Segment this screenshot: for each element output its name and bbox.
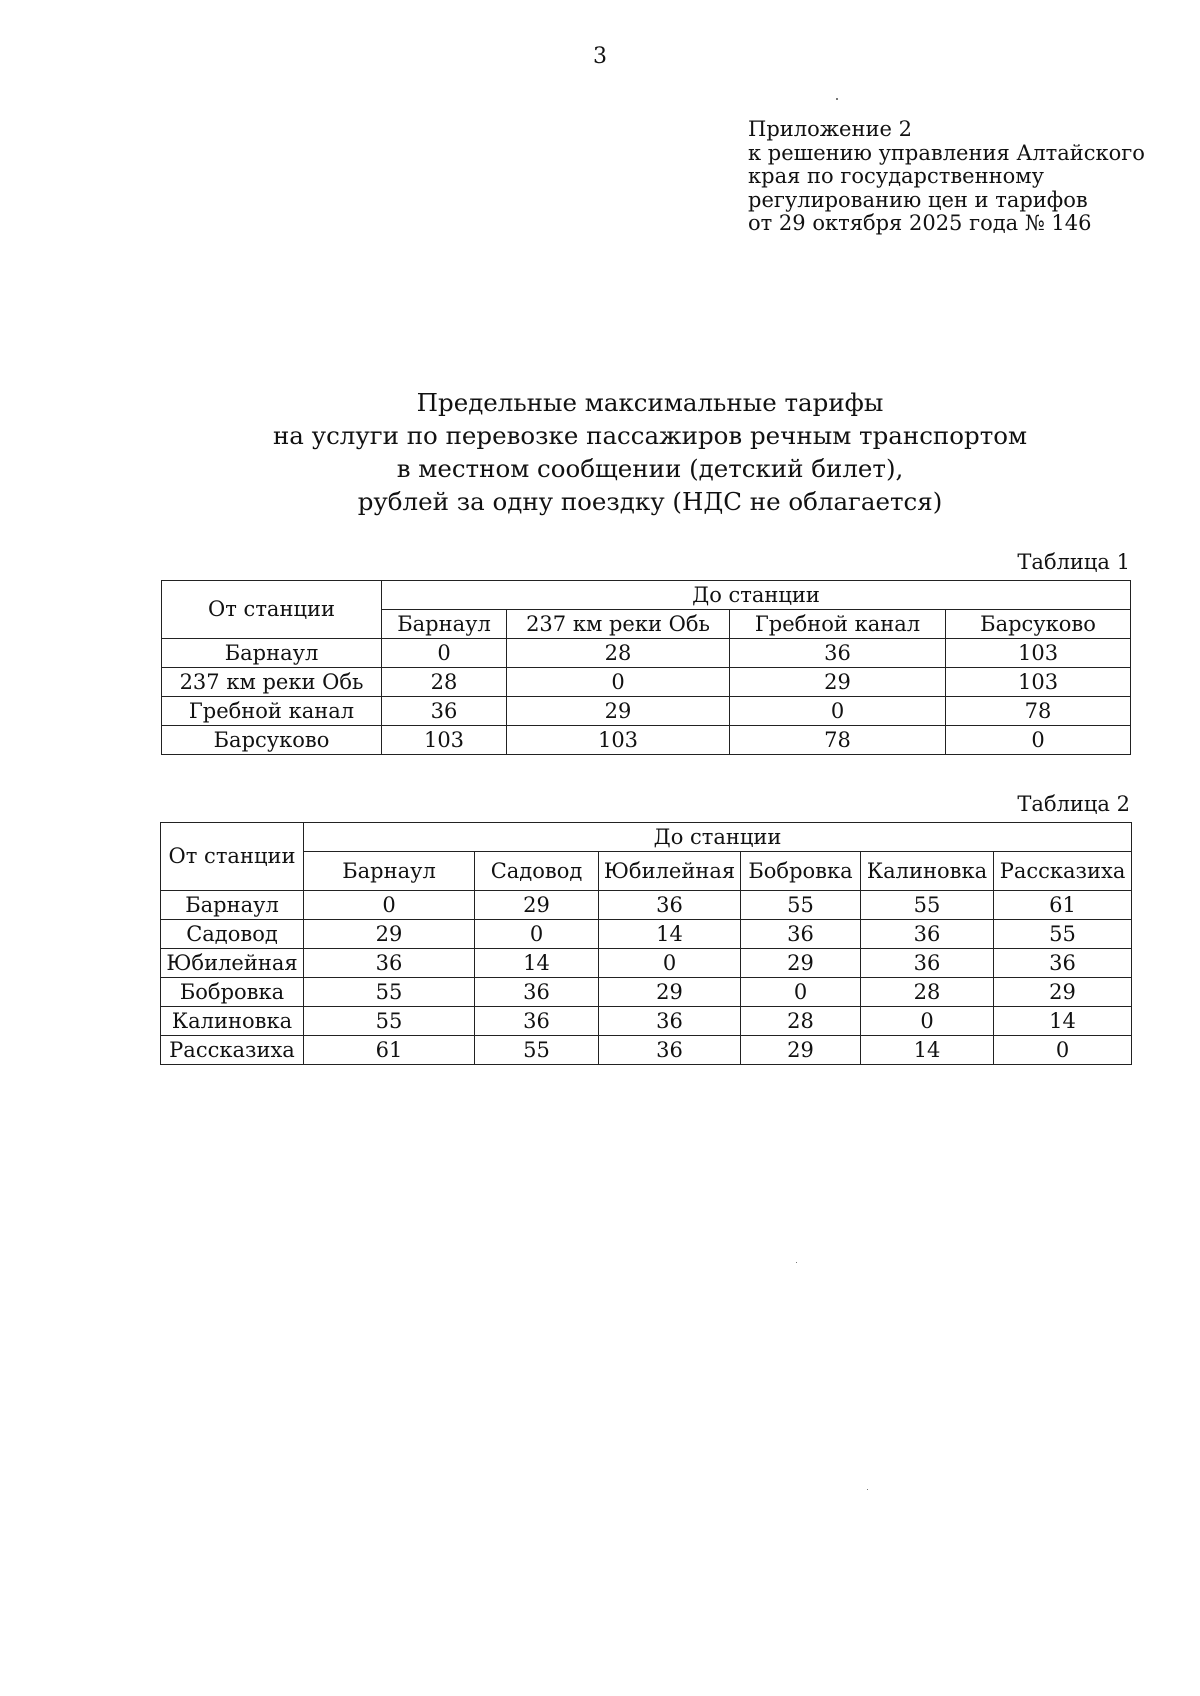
tariff-cell: 14 [994,1007,1132,1036]
to-station-header: До станции [304,823,1132,852]
scan-speck [796,1262,797,1263]
tariff-cell: 0 [741,978,861,1007]
appendix-line: к решению управления Алтайского [748,140,1145,165]
tariff-cell: 29 [475,891,599,920]
appendix-line: Приложение 2 [748,117,912,141]
tariff-cell: 103 [382,726,507,755]
tariff-cell: 29 [507,697,730,726]
document-title [0,386,1200,518]
tariff-cell: 61 [994,891,1132,920]
tariff-cell: 0 [304,891,475,920]
tariff-cell: 78 [946,697,1131,726]
tariff-cell: 55 [861,891,994,920]
tariff-cell: 36 [599,1036,741,1065]
tariff-cell: 29 [741,949,861,978]
tariff-cell: 29 [994,978,1132,1007]
tariff-cell: 29 [741,1036,861,1065]
row-station: Калиновка [161,1007,304,1036]
tariff-cell: 36 [304,949,475,978]
title-line: рублей за одну поездку (НДС не облагается) [357,487,943,516]
appendix-line: края по государственному [748,164,1044,188]
tariff-cell: 29 [599,978,741,1007]
column-header: 237 км реки Обь [507,610,730,639]
from-station-header: От станции [162,581,382,639]
tariff-cell: 0 [946,726,1131,755]
tariff-cell: 36 [475,1007,599,1036]
tariff-cell: 28 [741,1007,861,1036]
row-station: Барнаул [162,639,382,668]
table-row [161,1007,1132,1036]
tariff-cell: 61 [304,1036,475,1065]
tariff-cell: 55 [304,1007,475,1036]
column-header: Садовод [475,852,599,891]
tariff-cell: 78 [730,726,946,755]
title-line: в местном сообщении (детский билет), [396,454,904,483]
table-row [161,920,1132,949]
tariff-cell: 0 [730,697,946,726]
table-row [162,726,1131,755]
table-row [161,949,1132,978]
table1-caption: Таблица 1 [1017,550,1130,574]
scan-speck [867,1489,868,1490]
tariff-cell: 36 [741,920,861,949]
appendix-block [748,118,1145,236]
tariff-cell: 55 [304,978,475,1007]
title-line: на услуги по перевозке пассажиров речным транспортом [272,421,1028,450]
scan-speck [836,98,838,100]
tariff-cell: 36 [599,1007,741,1036]
row-station: Барнаул [161,891,304,920]
tariff-cell: 36 [994,949,1132,978]
tariff-cell: 0 [475,920,599,949]
table-row [161,978,1132,1007]
column-header: Гребной канал [730,610,946,639]
row-station: Рассказиха [161,1036,304,1065]
tariff-cell: 14 [475,949,599,978]
column-header: Рассказиха [994,852,1132,891]
tariff-cell: 55 [741,891,861,920]
appendix-line: от 29 октября 2025 года № 146 [748,211,1092,235]
row-station: Гребной канал [162,697,382,726]
row-station: Бобровка [161,978,304,1007]
tariff-cell: 0 [861,1007,994,1036]
tariff-cell: 103 [946,668,1131,697]
column-header: Барсуково [946,610,1131,639]
table-row [162,639,1131,668]
tariff-cell: 55 [994,920,1132,949]
tariff-cell: 36 [599,891,741,920]
tariff-cell: 29 [304,920,475,949]
tariff-cell: 0 [507,668,730,697]
tariff-cell: 103 [507,726,730,755]
row-station: Юбилейная [161,949,304,978]
tariff-cell: 36 [861,920,994,949]
tariff-cell: 0 [599,949,741,978]
column-header: Бобровка [741,852,861,891]
tariff-cell: 28 [507,639,730,668]
from-station-header: От станции [161,823,304,891]
table2-caption: Таблица 2 [1017,792,1130,816]
column-header: Юбилейная [599,852,741,891]
tariff-cell: 103 [946,639,1131,668]
table-row [161,1036,1132,1065]
tariff-table-1 [161,580,1131,755]
tariff-cell: 36 [382,697,507,726]
table-row [162,697,1131,726]
tariff-table-2 [160,822,1132,1065]
page-number: 3 [593,44,607,69]
tariff-cell: 0 [382,639,507,668]
tariff-cell: 36 [861,949,994,978]
table-row [161,891,1132,920]
to-station-header: До станции [382,581,1131,610]
column-header: Барнаул [382,610,507,639]
table-row [162,668,1131,697]
title-line: Предельные максимальные тарифы [416,388,884,417]
tariff-cell: 55 [475,1036,599,1065]
appendix-line: регулированию цен и тарифов [748,187,1088,212]
row-station: Садовод [161,920,304,949]
tariff-cell: 28 [382,668,507,697]
column-header: Барнаул [304,852,475,891]
tariff-cell: 36 [730,639,946,668]
tariff-cell: 0 [994,1036,1132,1065]
tariff-cell: 14 [861,1036,994,1065]
tariff-cell: 14 [599,920,741,949]
tariff-cell: 28 [861,978,994,1007]
tariff-cell: 29 [730,668,946,697]
column-header: Калиновка [861,852,994,891]
row-station: Барсуково [162,726,382,755]
tariff-cell: 36 [475,978,599,1007]
row-station: 237 км реки Обь [162,668,382,697]
